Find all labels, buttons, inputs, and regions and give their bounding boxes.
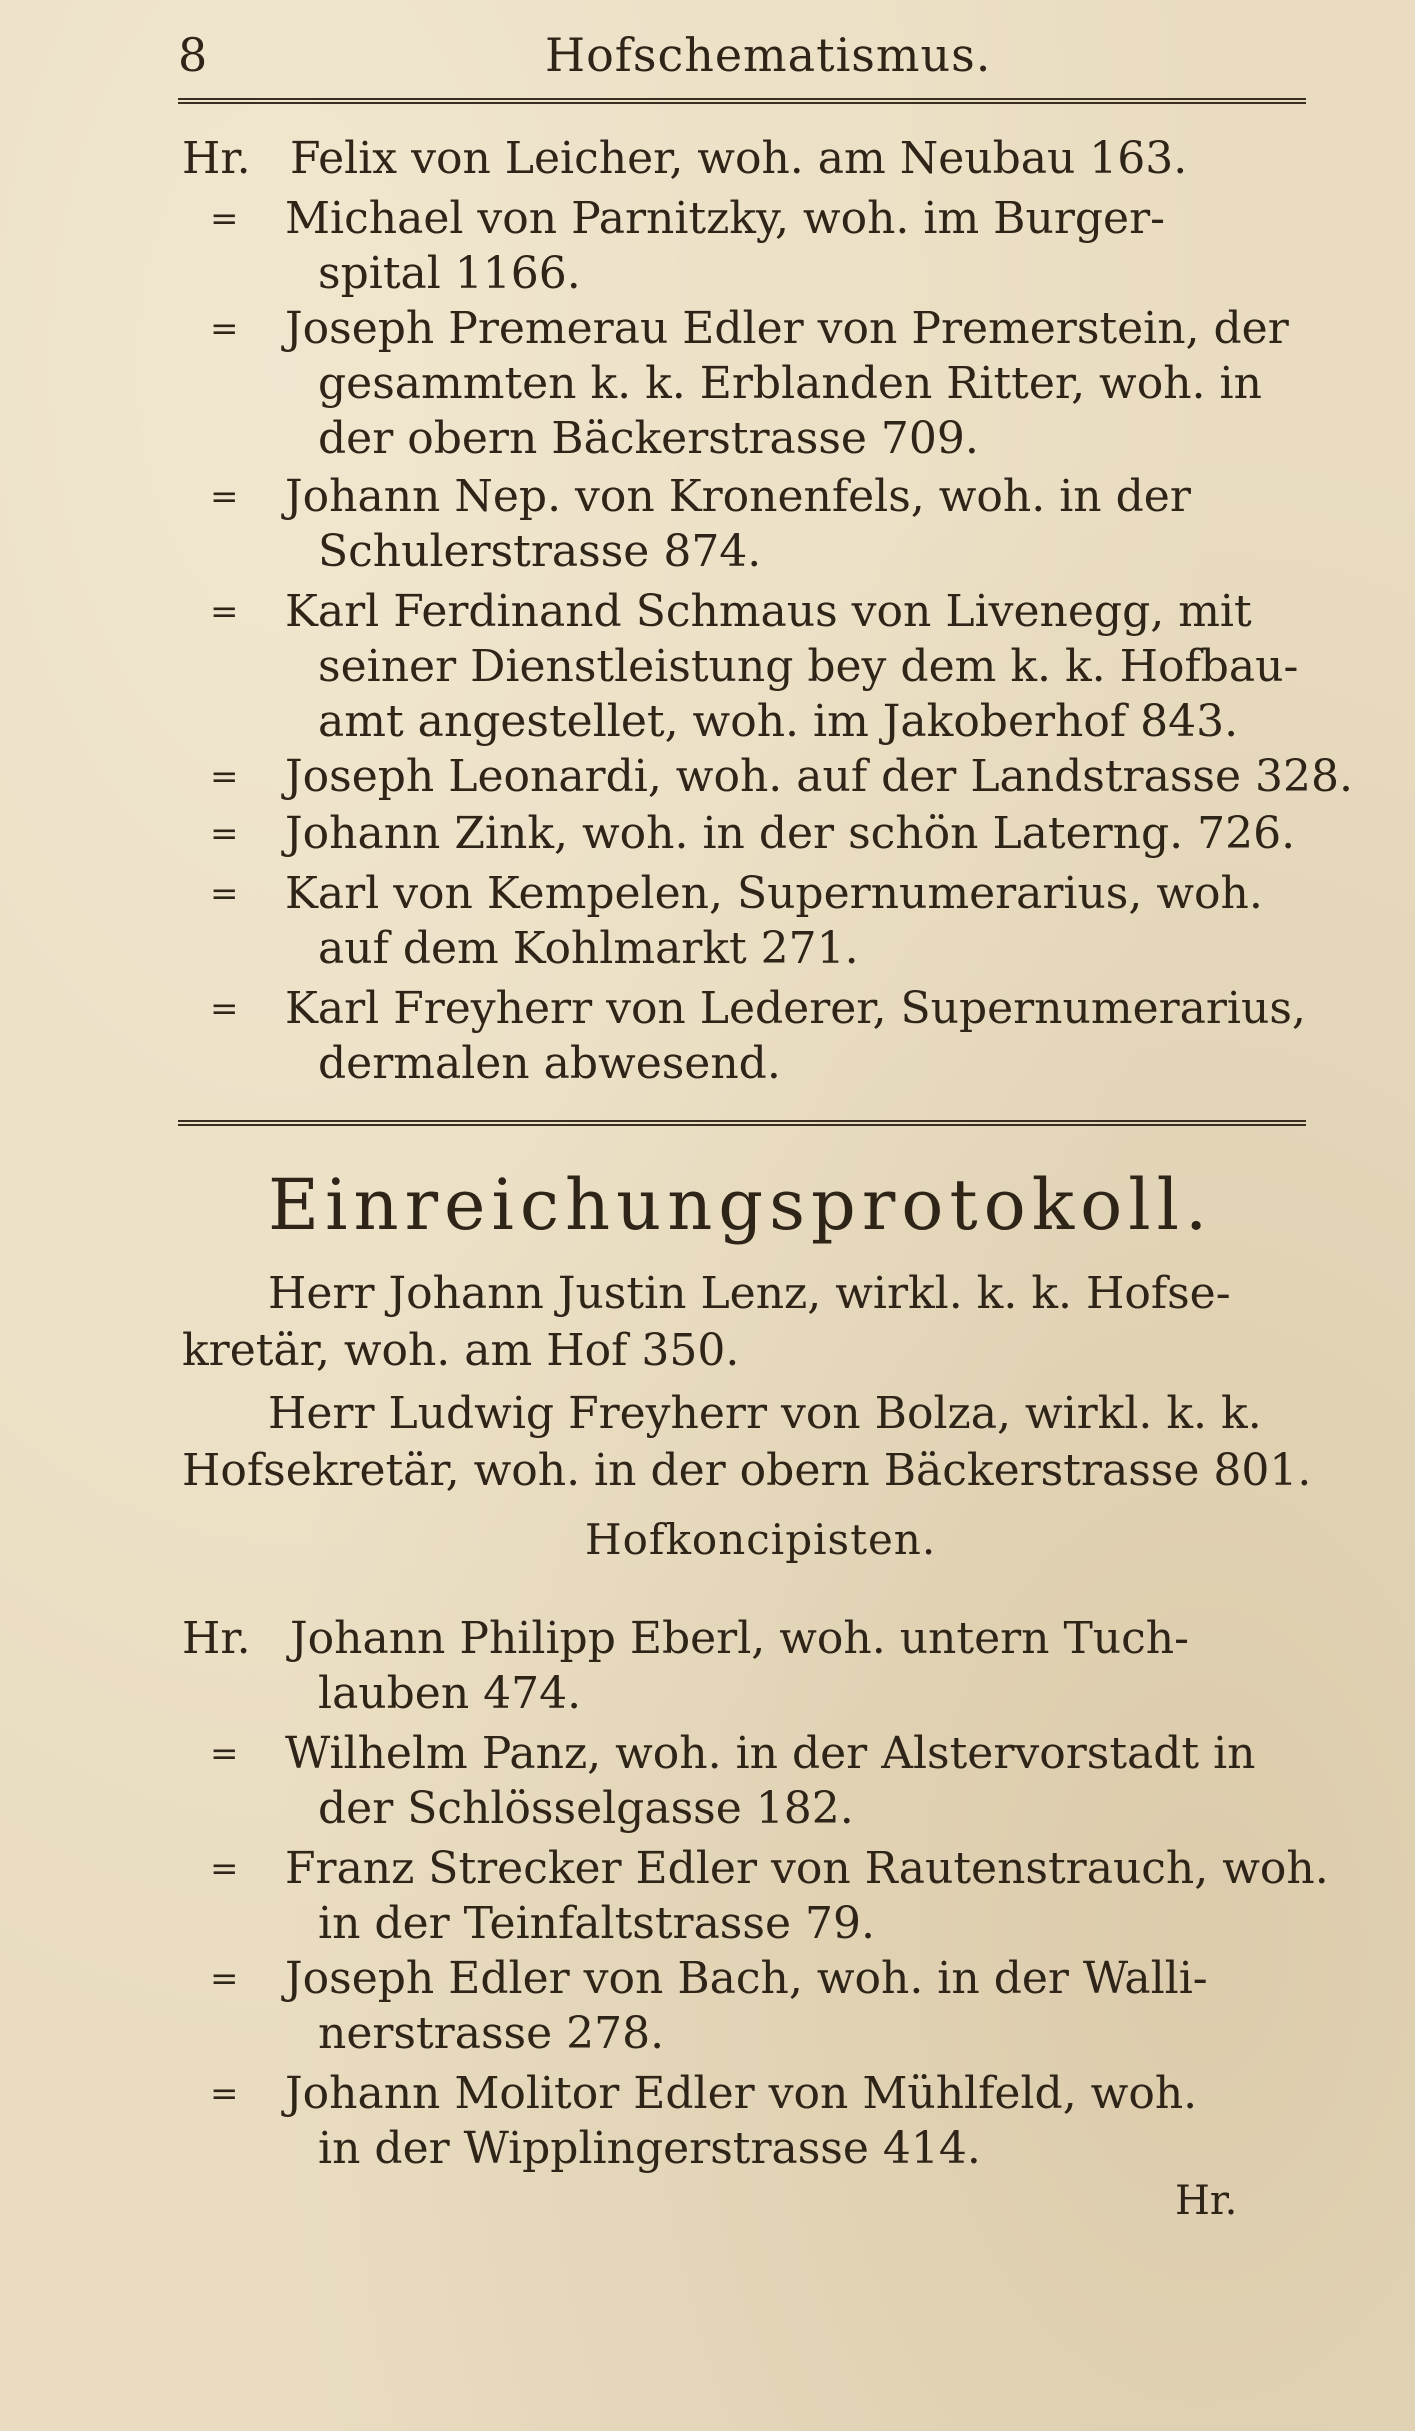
- entry-mark: =: [210, 757, 239, 797]
- list-item: [0, 190, 1415, 248]
- entry-mark: Hr.: [182, 133, 251, 184]
- entry-text: Joseph Edler von Bach, woh. in der Walli-: [285, 1953, 1208, 2004]
- entry-mark: =: [210, 2074, 239, 2114]
- list-item: [0, 1950, 1415, 2008]
- entry-continuation: [0, 523, 1415, 581]
- entry-continuation: [0, 355, 1415, 413]
- entry-mark: =: [210, 1959, 239, 1999]
- entry-text: Joseph Leonardi, woh. auf der Landstrasse 328.: [285, 751, 1353, 802]
- entry-mark: =: [210, 874, 239, 914]
- entry-text: in der Teinfaltstrasse 79.: [318, 1898, 875, 1949]
- entry-text: Joseph Premerau Edler von Premerstein, der: [285, 303, 1289, 354]
- entry-text: amt angestellet, woh. im Jakoberhof 843.: [318, 696, 1239, 747]
- entry-continuation: [0, 245, 1415, 303]
- entry-mark: =: [210, 1849, 239, 1889]
- list-item: [0, 468, 1415, 526]
- entry-mark: =: [210, 592, 239, 632]
- entry-continuation: [0, 410, 1415, 468]
- entry-continuation: [0, 638, 1415, 696]
- entry-text: auf dem Kohlmarkt 271.: [318, 923, 859, 974]
- catchword: Hr.: [1175, 2178, 1238, 2224]
- entry-continuation: [0, 1665, 1415, 1723]
- entry-text: gesammten k. k. Erblanden Ritter, woh. in: [318, 358, 1262, 409]
- entry-text: Johann Nep. von Kronenfels, woh. in der: [285, 471, 1191, 522]
- list-item: [0, 1725, 1415, 1783]
- list-item: [0, 1840, 1415, 1898]
- entry-mark: =: [210, 477, 239, 517]
- list-item: [0, 583, 1415, 641]
- list-item: [0, 300, 1415, 358]
- entry-text: Karl von Kempelen, Supernumerarius, woh.: [285, 868, 1263, 919]
- list-item: [0, 865, 1415, 923]
- entry-continuation: [0, 1035, 1415, 1093]
- entry-mark: =: [210, 1734, 239, 1774]
- entry-text: in der Wipplingerstrasse 414.: [318, 2123, 981, 2174]
- section-heading: Einreichungsprotokoll.: [268, 1164, 1214, 1246]
- paragraph-line: kretär, woh. am Hof 350.: [182, 1325, 740, 1376]
- entry-continuation: [0, 2120, 1415, 2178]
- entry-text: Johann Molitor Edler von Mühlfeld, woh.: [285, 2068, 1198, 2119]
- entry-mark: Hr.: [182, 1613, 251, 1664]
- list-item: [0, 805, 1415, 863]
- paragraph-line: Herr Ludwig Freyherr von Bolza, wirkl. k. k.: [268, 1388, 1262, 1439]
- entry-text: der obern Bäckerstrasse 709.: [318, 413, 979, 464]
- entry-mark: =: [210, 309, 239, 349]
- top-rule: [178, 98, 1306, 104]
- entry-text: Karl Freyherr von Lederer, Supernumerarius,: [285, 983, 1306, 1034]
- list-item: [0, 748, 1415, 806]
- running-header: [0, 22, 1415, 82]
- entry-mark: =: [210, 199, 239, 239]
- section-rule: [178, 1120, 1306, 1126]
- entry-continuation: [0, 2005, 1415, 2063]
- entry-text: nerstrasse 278.: [318, 2008, 665, 2059]
- entry-text: Schulerstrasse 874.: [318, 526, 762, 577]
- entry-text: Franz Strecker Edler von Rautenstrauch, woh.: [285, 1843, 1329, 1894]
- entry-text: dermalen abwesend.: [318, 1038, 781, 1089]
- entry-text: spital 1166.: [318, 248, 581, 299]
- list-item: [0, 130, 1415, 188]
- running-title: Hofschematismus.: [545, 28, 992, 82]
- entry-text: Michael von Parnitzky, woh. im Burger-: [285, 193, 1165, 244]
- entry-continuation: [0, 693, 1415, 751]
- entry-continuation: [0, 1780, 1415, 1838]
- entry-text: Felix von Leicher, woh. am Neubau 163.: [290, 133, 1188, 184]
- entry-text: seiner Dienstleistung bey dem k. k. Hofbau-: [318, 641, 1299, 692]
- list-item: [0, 980, 1415, 1038]
- page-number: 8: [178, 28, 208, 82]
- entry-text: der Schlösselgasse 182.: [318, 1783, 854, 1834]
- subheading: Hofkoncipisten.: [585, 1515, 937, 1564]
- entry-continuation: [0, 1895, 1415, 1953]
- list-item: [0, 1610, 1415, 1668]
- list-item: [0, 2065, 1415, 2123]
- entry-text: Johann Philipp Eberl, woh. untern Tuch-: [290, 1613, 1189, 1664]
- paragraph-line: Hofsekretär, woh. in der obern Bäckerstrasse 801.: [182, 1445, 1312, 1496]
- entry-text: Karl Ferdinand Schmaus von Livenegg, mit: [285, 586, 1252, 637]
- entry-text: Johann Zink, woh. in der schön Laterng. 726.: [285, 808, 1296, 859]
- paragraph-line: Herr Johann Justin Lenz, wirkl. k. k. Hofse-: [268, 1268, 1231, 1319]
- entry-text: lauben 474.: [318, 1668, 582, 1719]
- entry-mark: =: [210, 989, 239, 1029]
- entry-text: Wilhelm Panz, woh. in der Alstervorstadt in: [285, 1728, 1256, 1779]
- entry-mark: =: [210, 814, 239, 854]
- entry-continuation: [0, 920, 1415, 978]
